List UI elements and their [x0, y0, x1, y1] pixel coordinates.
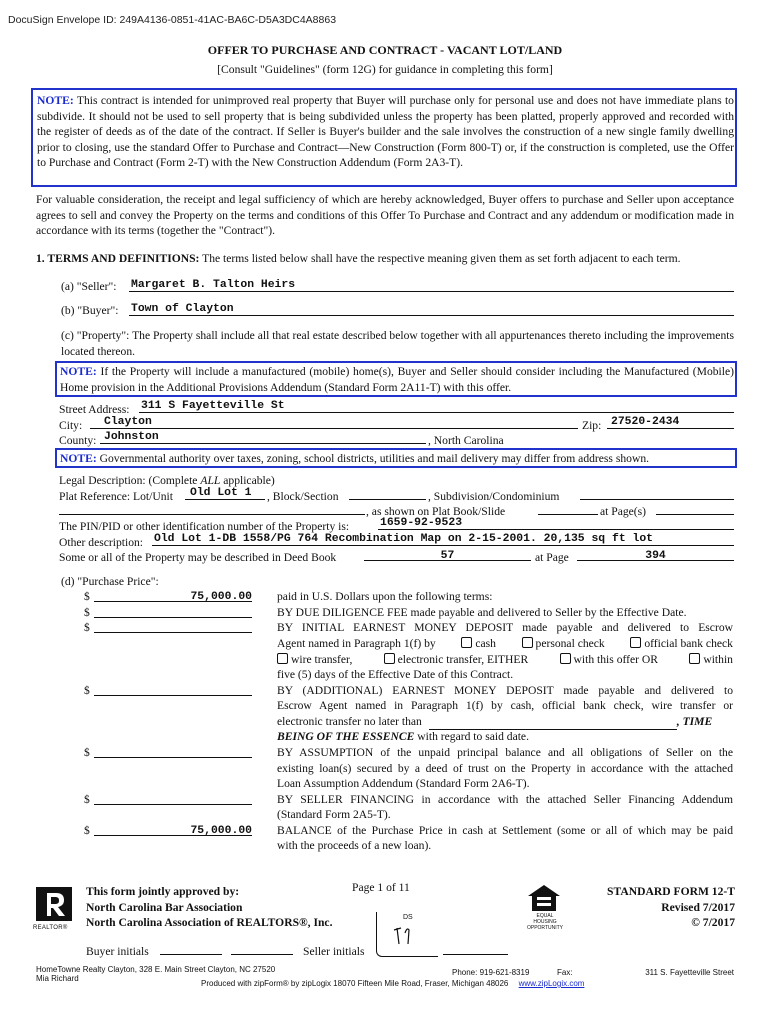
additional-deposit-field[interactable]: [94, 683, 252, 696]
seller-financing-field[interactable]: [94, 792, 252, 805]
seller-initials-signature-icon: [391, 924, 421, 948]
cash-checkbox[interactable]: [461, 637, 472, 648]
lot-value: Old Lot 1: [190, 487, 252, 499]
time-essence: , TIME: [676, 715, 713, 728]
realtor-logo: [35, 886, 73, 930]
section-1-text: The terms listed below shall have the respective meaning given them as set forth adjacent to each term.: [202, 252, 681, 265]
pin-value: 1659-92-9523: [380, 517, 463, 529]
other-field[interactable]: [152, 533, 734, 546]
approved-line-1: This form jointly approved by:: [86, 885, 240, 898]
zip-label: Zip:: [582, 419, 602, 432]
city-label: City:: [59, 419, 83, 432]
note-2-label: NOTE:: [60, 365, 97, 378]
street-value: 311 S Fayetteville St: [141, 400, 285, 412]
note-3-paragraph: [60, 451, 734, 467]
buyer-initials-label: Buyer initials: [86, 945, 149, 958]
lot-field[interactable]: [185, 487, 265, 500]
note-box-3: [55, 448, 737, 468]
terms-being: [277, 729, 733, 745]
equal-housing-text: EQUAL HOUSING OPPORTUNITY: [526, 913, 564, 931]
additional-date-field[interactable]: [429, 717, 677, 730]
note-box-2: [55, 361, 737, 397]
legal-heading-pre: Legal Description: (Complete: [59, 474, 198, 487]
note-box-1: [31, 88, 737, 187]
ziplogix-link[interactable]: www.zipLogix.com: [518, 979, 585, 988]
wire-label: wire transfer,: [291, 653, 353, 666]
terms-additional-3-text: electronic transfer no later than: [277, 715, 422, 728]
terms-seller-fin-1: BY SELLER FINANCING in accordance with the attached Seller Financing Addendum: [277, 793, 733, 806]
note-2-paragraph: [60, 364, 734, 395]
property-address-ref: 311 S. Fayetteville Street: [645, 968, 734, 977]
agent-name: Mia Richard: [36, 974, 79, 983]
terms-due-diligence: BY DUE DILIGENCE FEE made payable and delivered to Seller by the Effective Date.: [277, 606, 687, 619]
buyer-value: Town of Clayton: [131, 303, 234, 315]
terms-seller-fin-2: (Standard Form 2A5-T).: [277, 808, 391, 821]
official-check-checkbox[interactable]: [630, 637, 641, 648]
with-offer-option: [557, 652, 658, 668]
terms-initial-2a: Agent named in Paragraph 1(f) by: [277, 637, 436, 650]
buyer-label: (b) "Buyer":: [61, 304, 119, 317]
property-text: The Property shall include all that real estate described below together with all appurtenances thereto including the improvements located thereon.: [61, 329, 734, 358]
terms-assumption-2: existing loan(s) secured by a deed of trust on the Property in accordance with the attached: [277, 762, 733, 775]
subdivision-field[interactable]: [580, 487, 734, 500]
ds-tag: DS: [403, 914, 413, 921]
personal-check-option: [519, 636, 605, 652]
price-currency-6: $: [84, 793, 90, 806]
at-pages-label: at Page(s): [600, 505, 647, 518]
approved-block: [86, 884, 332, 931]
seller-value: Margaret B. Talton Heirs: [131, 279, 296, 291]
legal-heading-post: applicable): [223, 474, 275, 487]
plat-label: Plat Reference: Lot/Unit: [59, 490, 173, 503]
price-currency-3: $: [84, 621, 90, 634]
price-currency-1: $: [84, 590, 90, 603]
terms-additional-2: Escrow Agent named in Paragraph 1(f) by cash, official bank check, wire transfer or: [277, 699, 733, 712]
other-value: Old Lot 1-DB 1558/PG 764 Recombination Map on 2-15-2001. 20,135 sq ft lot: [154, 533, 653, 545]
purchase-price-label: (d) "Purchase Price":: [61, 575, 159, 588]
pin-label: The PIN/PID or other identification number of the Property is:: [59, 520, 350, 533]
wire-checkbox[interactable]: [277, 653, 288, 664]
terms-balance-2: with the proceeds of a new loan).: [277, 839, 432, 852]
assumption-field[interactable]: [94, 745, 252, 758]
form-number: STANDARD FORM 12-T: [607, 885, 735, 898]
intro-paragraph: For valuable consideration, the receipt and legal sufficiency of which are hereby acknowledged, Buyer offers to purchase and Seller upon acceptance agrees to sell and convey the Property on the terms and conditions of this Offer To Purchase and Contract and any addendum or modification made in accordance with its terms (together the "Contract").: [36, 193, 734, 238]
with-offer-label: with this offer OR: [573, 653, 659, 666]
section-1-paragraph: [36, 251, 734, 267]
produced-line: [201, 976, 584, 992]
subdivision-field-2[interactable]: [59, 502, 365, 515]
terms-additional-1: BY (ADDITIONAL) EARNEST MONEY DEPOSIT made payable and delivered to: [277, 684, 733, 697]
due-diligence-field[interactable]: [94, 605, 252, 618]
block-field[interactable]: [349, 487, 426, 500]
city-value: Clayton: [104, 416, 152, 428]
personal-check-label: personal check: [535, 637, 605, 650]
county-field[interactable]: [100, 431, 426, 444]
plat-book-label: , as shown on Plat Book/Slide: [366, 505, 506, 518]
initial-deposit-field[interactable]: [94, 620, 252, 633]
at-pages-field[interactable]: [656, 502, 734, 515]
realtor-logo-text: REALTOR®: [33, 925, 68, 931]
at-page-field[interactable]: [577, 548, 734, 561]
deed-label: Some or all of the Property may be described in Deed Book: [59, 551, 337, 564]
note-3-text: Governmental authority over taxes, zoning, school districts, utilities and mail delivery may differ from address shown.: [99, 452, 650, 465]
block-label: , Block/Section: [267, 490, 339, 503]
terms-initial-2: [277, 636, 733, 652]
price-total-field[interactable]: [94, 589, 252, 602]
company-phone: Phone: 919-621-8319: [452, 968, 530, 977]
terms-assumption-3: Loan Assumption Addendum (Standard Form 2A6-T).: [277, 777, 530, 790]
page-number: Page 1 of 11: [352, 881, 410, 894]
terms-additional-3: [277, 714, 733, 730]
buyer-initials-1[interactable]: [160, 942, 222, 955]
terms-assumption-1: BY ASSUMPTION of the unpaid principal balance and all obligations of Seller on the: [277, 746, 733, 759]
deed-book-field[interactable]: [364, 548, 531, 561]
city-field[interactable]: [90, 416, 578, 429]
legal-heading-em: ALL: [200, 474, 221, 487]
note-1-label: NOTE:: [37, 94, 74, 107]
form-copyright: © 7/2017: [691, 916, 735, 929]
approved-line-3: North Carolina Association of REALTORS®, Inc.: [86, 916, 333, 929]
cash-option: [458, 636, 496, 652]
other-label: Other description:: [59, 536, 144, 549]
form-subtitle: [Consult "Guidelines" (form 12G) for guidance in completing this form]: [217, 63, 553, 76]
zip-value: 27520-2434: [611, 416, 680, 428]
at-page-value: 394: [645, 550, 666, 562]
seller-initials-2[interactable]: [443, 942, 508, 955]
balance-value: 75,000.00: [190, 825, 252, 837]
within-option: [686, 652, 733, 668]
wire-option: [277, 652, 352, 668]
seller-initials-label: Seller initials: [303, 945, 365, 958]
section-1-heading: 1. TERMS AND DEFINITIONS:: [36, 252, 200, 265]
buyer-field[interactable]: [129, 303, 734, 316]
seller-initials-1[interactable]: [376, 912, 438, 957]
pin-field[interactable]: [378, 517, 734, 530]
terms-initial-1: BY INITIAL EARNEST MONEY DEPOSIT made payable and delivered to Escrow: [277, 621, 733, 634]
price-currency-4: $: [84, 684, 90, 697]
price-currency-5: $: [84, 746, 90, 759]
seller-field[interactable]: [129, 279, 734, 292]
plat-book-field[interactable]: [538, 502, 598, 515]
street-label: Street Address:: [59, 403, 130, 416]
being-post: with regard to said date.: [417, 730, 529, 743]
seller-label: (a) "Seller":: [61, 280, 117, 293]
personal-check-checkbox[interactable]: [522, 637, 533, 648]
price-total-value: 75,000.00: [190, 591, 252, 603]
form-revised: Revised 7/2017: [661, 900, 735, 914]
county-label: County:: [59, 434, 97, 447]
note-1-paragraph: [37, 93, 734, 171]
terms-initial-4: five (5) days of the Effective Date of this Contract.: [277, 668, 514, 681]
note-3-label: NOTE:: [60, 452, 97, 465]
official-check-label: official bank check: [644, 637, 733, 650]
company-fax: Fax:: [557, 968, 573, 977]
subdivision-label: , Subdivision/Condominium: [428, 490, 560, 503]
produced-text: Produced with zipForm® by zipLogix 18070 Fifteen Mile Road, Fraser, Michigan 48026: [201, 979, 509, 988]
price-currency-2: $: [84, 606, 90, 619]
terms-balance-1: BALANCE of the Purchase Price in cash at Settlement (some or all of which may be paid: [277, 824, 733, 837]
company-address: HomeTowne Realty Clayton, 328 E. Main Street Clayton, NC 27520: [36, 965, 276, 974]
terms-paid: paid in U.S. Dollars upon the following terms:: [277, 590, 493, 603]
within-label: within: [703, 653, 733, 666]
envelope-id: DocuSign Envelope ID: 249A4136-0851-41AC-BA6C-D5A3DC4A8863: [8, 14, 337, 26]
being-essence: BEING OF THE ESSENCE: [277, 730, 415, 743]
electronic-checkbox[interactable]: [384, 653, 395, 664]
electronic-option: [381, 652, 529, 668]
form-title: OFFER TO PURCHASE AND CONTRACT - VACANT LOT/LAND: [207, 43, 563, 57]
within-checkbox[interactable]: [689, 653, 700, 664]
electronic-label: electronic transfer, EITHER: [397, 653, 529, 666]
balance-field[interactable]: [94, 823, 252, 836]
state-text: , North Carolina: [428, 434, 504, 447]
note-1-text: This contract is intended for unimproved real property that Buyer will purchase only for personal use and does not have immediate plans to subdivide. It should not be used to sell property that is being subdivided unless the property has been platted, properly approved and recorded with the register of deeds as of the date of the contract. If Seller is Buyer's builder and the sale involves the construction of a new single family dwelling prior to closing, use the standard Offer to Purchase and Contract—New Construction (Form 800-T) or, if the construction is completed, use the Offer to Purchase and Contract (Form 2-T) with the New Construction Addendum (Form 2A3-T).: [37, 94, 734, 170]
note-2-text: If the Property will include a manufactured (mobile) home(s), Buyer and Seller should consider including the Manufactured (Mobile) Home provision in the Additional Provisions Addendum (Standard Form 2A11-T) with this offer.: [60, 365, 734, 394]
at-page-label: at Page: [535, 551, 569, 564]
street-field[interactable]: [139, 400, 734, 413]
cash-label: cash: [475, 637, 496, 650]
property-label: (c) "Property":: [61, 329, 130, 342]
terms-initial-3: [277, 652, 733, 668]
property-paragraph: [61, 328, 734, 359]
official-check-option: [627, 636, 733, 652]
zip-field[interactable]: [607, 416, 734, 429]
buyer-initials-2[interactable]: [231, 942, 293, 955]
form-info: [560, 884, 735, 931]
approved-line-2: North Carolina Bar Association: [86, 900, 243, 914]
equal-housing-logo: [525, 884, 565, 931]
price-currency-7: $: [84, 824, 90, 837]
with-offer-checkbox[interactable]: [560, 653, 571, 664]
county-value: Johnston: [104, 431, 159, 443]
deed-book-value: 57: [440, 550, 455, 562]
